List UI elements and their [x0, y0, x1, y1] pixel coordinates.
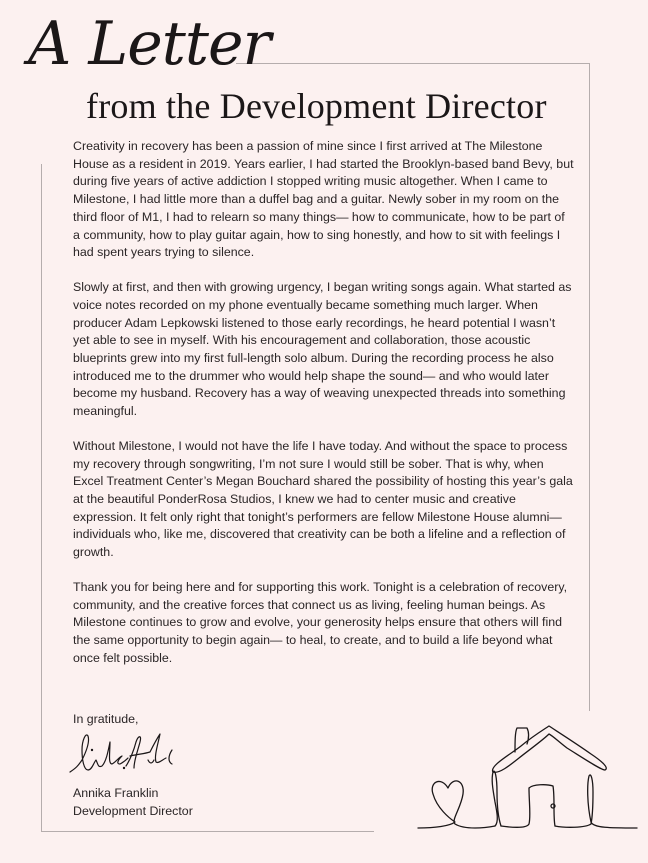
title-subtitle: from the Development Director: [86, 86, 547, 126]
letter-paragraph-2: Slowly at first, and then with growing urgency, I began writing songs again. What started as voice notes recorded on my phone eventually became something much larger. When producer Adam Lepkowski listened to those early recordings, he heard potential I wasn’t yet able to see in myself. With his encouragement and collaboration, those acoustic blueprints grew into my first full-length solo album. During the recording process he also introduced me to the drummer who would help shape the sound— and who would later become my husband. Recovery has a way of weaving unexpected threads into something meaningful.: [73, 280, 572, 419]
signer-title: Development Director: [73, 804, 193, 818]
letter-paragraph-1: Creativity in recovery has been a passion of mine since I first arrived at The Milestone House as a resident in 2019. Years earlier, I had started the Brooklyn-based band Bevy, but during five years of active addiction I stopped writing music altogether. When I came to Milestone, I had little more than a duffel bag and a guitar. Newly sober in my room on the third floor of M1, I had to relearn so many things— how to communicate, how to be part of a community, how to play guitar again, how to sing honestly, and how to sit with feelings I had spent years trying to silence.: [73, 139, 574, 260]
letter-paragraph-3: Without Milestone, I would not have the life I have today. And without the space to process my recovery through songwriting, I’m not sure I would still be sober. That is why, when Excel Treatment Center’s Megan Bouchard shared the possibility of hosting this year’s gala at the beautiful PonderRosa Studios, I knew we had to center music and creative expression. It felt only right that tonight’s performers are fellow Milestone House alumni— individuals who, like me, discovered that creativity can be both a lifeline and a reflection of growth.: [73, 438, 573, 560]
letter-body: [73, 138, 575, 685]
house-heart-illustration-icon: [415, 722, 640, 837]
signer-name: Annika Franklin: [73, 786, 159, 800]
letter-paragraph-4: Thank you for being here and for supporting this work. Tonight is a celebration of recovery, community, and the creative forces that connect us as living, feeling human beings. As Milestone continues to grow and evolve, your generosity helps ensure that others will find the same opportunity to begin again— to heal, to create, and to build a life beyond what once felt possible.: [73, 580, 568, 665]
title-script: A Letter: [28, 9, 271, 79]
frame-right-rule: [589, 63, 590, 711]
frame-top-rule: [236, 63, 589, 64]
signer-block: [73, 784, 193, 820]
closing-line: In gratitude,: [73, 712, 139, 726]
frame-bottom-rule: [41, 831, 374, 832]
signature-icon: [68, 730, 178, 778]
frame-left-rule: [41, 164, 42, 831]
